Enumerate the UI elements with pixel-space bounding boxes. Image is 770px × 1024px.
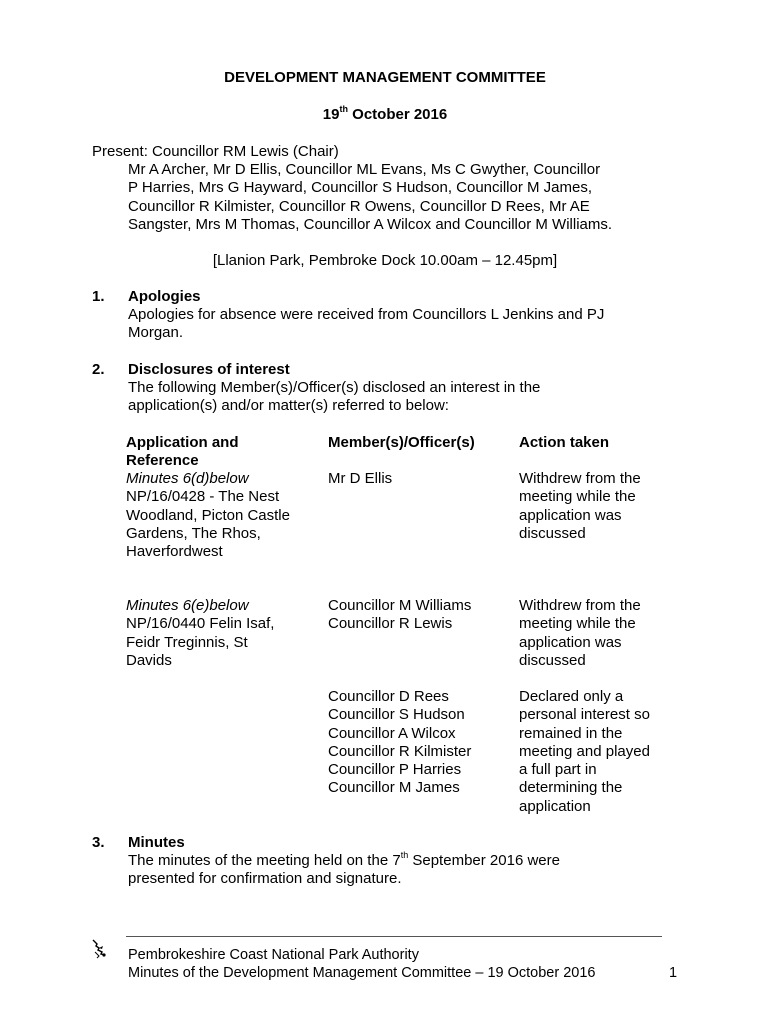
cell-line: Councillor M James xyxy=(328,779,460,797)
section-number: 3. xyxy=(92,834,105,851)
cell-line: discussed xyxy=(519,651,586,669)
text-line: Apologies for absence were received from Councillors L Jenkins and PJ xyxy=(128,306,605,323)
cell-line: Councillor P Harries xyxy=(328,761,462,779)
present-line: Councillor R Kilmister, Councillor R Owens, Councillor D Rees, Mr AE xyxy=(128,197,590,215)
text-line: application(s) and/or matter(s) referred to below: xyxy=(128,397,449,415)
disclosures-intro xyxy=(128,379,540,416)
text-line: The minutes of the meeting held on the 7th September 2016 were xyxy=(128,850,560,869)
cell-line: determining the xyxy=(519,779,623,797)
present-list xyxy=(128,161,612,234)
cell-line: meeting and played xyxy=(519,742,650,760)
cell-line: application was xyxy=(519,506,622,524)
cell-line: Haverfordwest xyxy=(126,543,223,561)
cell-line: meeting while the xyxy=(519,488,636,506)
cell-line: a full part in xyxy=(519,761,597,779)
section-number: 2. xyxy=(92,361,105,378)
cell-line: Councillor S Hudson xyxy=(328,706,465,724)
cell-line: Declared only a xyxy=(519,688,624,705)
document-title: DEVELOPMENT MANAGEMENT COMMITTEE xyxy=(224,69,546,86)
cell-line: Gardens, The Rhos, xyxy=(126,524,261,542)
apologies-text xyxy=(128,306,604,343)
table-row-action xyxy=(519,597,641,670)
present-line: Mr A Archer, Mr D Ellis, Councillor ML Evans, Ms C Gwyther, Councillor xyxy=(128,161,601,178)
table-row-application xyxy=(126,597,274,670)
table-row-members xyxy=(328,470,392,488)
table-row-members xyxy=(328,688,471,798)
table-header-members: Member(s)/Officer(s) xyxy=(328,434,475,451)
table-row-action xyxy=(519,470,641,543)
cell-line: Councillor D Rees xyxy=(328,688,449,705)
text-line: presented for confirmation and signature. xyxy=(128,870,402,888)
cell-line: Withdrew from the xyxy=(519,470,641,487)
section-number: 1. xyxy=(92,288,105,305)
table-row-application xyxy=(126,470,290,561)
footer-divider xyxy=(126,936,662,937)
text-line: Morgan. xyxy=(128,324,184,342)
meeting-date: 19th October 2016 xyxy=(322,104,448,123)
present-line: P Harries, Mrs G Hayward, Councillor S Hudson, Councillor M James, xyxy=(128,179,593,197)
present-chair: Present: Councillor RM Lewis (Chair) xyxy=(92,143,339,160)
cell-line: Councillor R Lewis xyxy=(328,615,453,633)
section-heading-disclosures: Disclosures of interest xyxy=(128,361,290,378)
meeting-venue: [Llanion Park, Pembroke Dock 10.00am – 12.45pm] xyxy=(212,252,558,269)
page-number: 1 xyxy=(669,965,678,981)
cell-line: meeting while the xyxy=(519,615,636,633)
cell-line: Davids xyxy=(126,651,172,669)
cell-line: NP/16/0428 - The Nest xyxy=(126,488,280,506)
cell-line: Feidr Treginnis, St xyxy=(126,633,248,651)
minutes-reference: Minutes 6(e)below xyxy=(126,597,249,614)
footer-document-title: Minutes of the Development Management Committee – 19 October 2016 xyxy=(128,965,596,981)
present-line: Sangster, Mrs M Thomas, Councillor A Wilcox and Councillor M Williams. xyxy=(128,215,613,233)
table-row-members xyxy=(328,597,471,634)
cell-line: personal interest so xyxy=(519,706,650,724)
cell-line: application xyxy=(519,797,591,815)
footer-organisation: Pembrokeshire Coast National Park Authority xyxy=(128,947,419,963)
header-line: Application and xyxy=(126,434,239,451)
bird-logo-icon xyxy=(90,938,110,960)
cell-line: application was xyxy=(519,633,622,651)
cell-line: Councillor R Kilmister xyxy=(328,742,472,760)
table-header-application xyxy=(126,434,239,471)
cell-line: Woodland, Picton Castle xyxy=(126,506,290,524)
cell-line: NP/16/0440 Felin Isaf, xyxy=(126,615,275,633)
section-heading-minutes: Minutes xyxy=(128,834,185,851)
minutes-text xyxy=(128,852,560,889)
text-line: The following Member(s)/Officer(s) disclosed an interest in the xyxy=(128,379,541,396)
cell-line: Mr D Ellis xyxy=(328,470,393,487)
section-heading-apologies: Apologies xyxy=(128,288,201,305)
cell-line: Councillor M Williams xyxy=(328,597,472,614)
minutes-reference: Minutes 6(d)below xyxy=(126,470,249,487)
cell-line: remained in the xyxy=(519,724,623,742)
header-line: Reference xyxy=(126,452,199,470)
table-row-action xyxy=(519,688,650,816)
table-header-action: Action taken xyxy=(519,434,610,451)
cell-line: discussed xyxy=(519,524,586,542)
cell-line: Withdrew from the xyxy=(519,597,641,614)
cell-line: Councillor A Wilcox xyxy=(328,724,456,742)
